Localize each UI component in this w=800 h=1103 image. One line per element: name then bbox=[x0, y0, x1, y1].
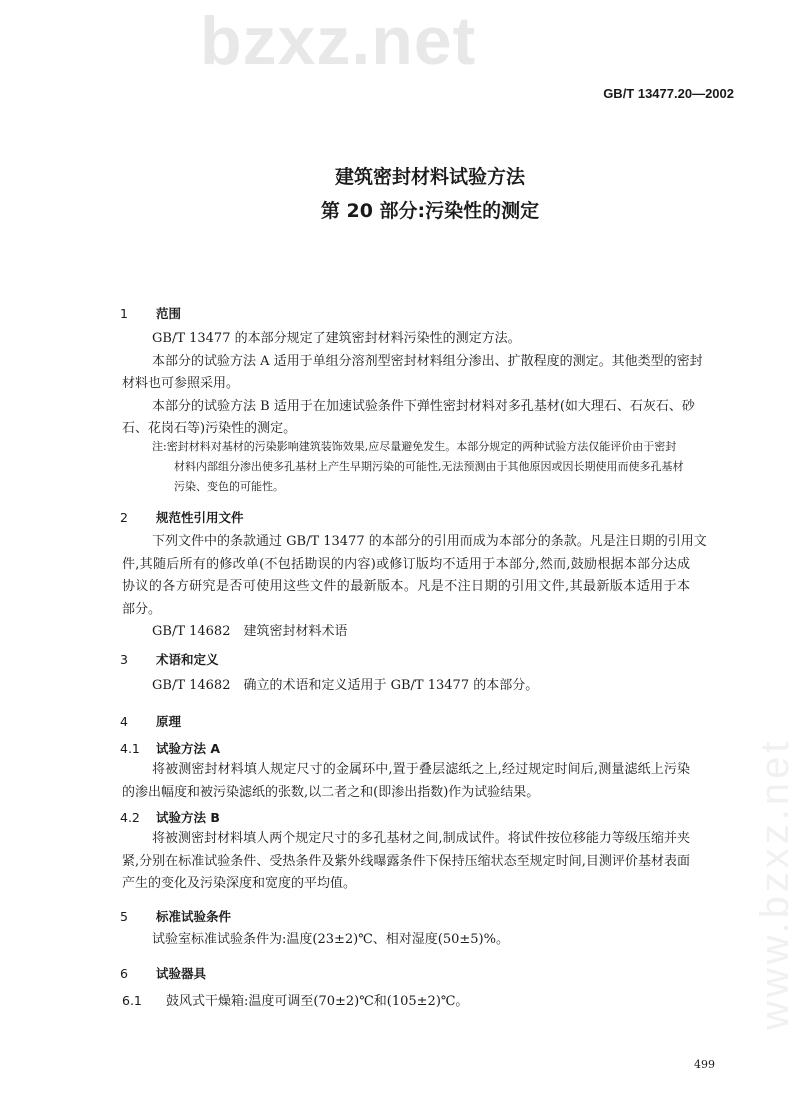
subsection-heading: 4.1 试验方法 A bbox=[120, 741, 221, 756]
paragraph: 下列文件中的条款通过 GB/T 13477 的本部分的引用而成为本部分的条款。凡是注日期的引用文 件,其随后所有的修改单(不包括勘误的内容)或修订版均不适用于本部分,然而,鼓励根据本部分达成 协议的各方研究是否可使用这些文件的最新版本。凡是不注日期的引用文件,其最新版本适用于本 部分。 GB/T 14682 建筑密封材料术语 bbox=[122, 534, 707, 639]
paragraph: GB/T 14682 确立的术语和定义适用于 GB/T 13477 的本部分。 bbox=[152, 678, 539, 693]
subsection-text: 6.1 鼓风式干燥箱:温度可调至(70±2)℃和(105±2)℃。 bbox=[122, 993, 469, 1009]
section-heading: 6 试验器具 bbox=[120, 966, 207, 981]
watermark: bzxz.net bbox=[200, 3, 477, 79]
title-line-2: 第 20 部分:污染性的测定 bbox=[320, 200, 540, 222]
paragraph: 将被测密封材料填人规定尺寸的金属环中,置于叠层滤纸之上,经过规定时间后,测量滤纸上污染 的渗出幅度和被污染滤纸的张数,以二者之和(即渗出指数)作为试验结果。 bbox=[122, 762, 690, 800]
note: 注:密封材料对基材的污染影响建筑装饰效果,应尽量避免发生。本部分规定的两种试验方法仅能评价由于密封 材料内部组分渗出使多孔基材上产生早期污染的可能性,无法预测由于其他原因或因长期使用而使多孔基材 污染、变色的可能性。 bbox=[152, 440, 684, 493]
section-heading: 5 标准试验条件 bbox=[120, 909, 232, 924]
subsection-heading: 4.2 试验方法 B bbox=[120, 810, 220, 825]
title-line-1: 建筑密封材料试验方法 bbox=[334, 166, 525, 188]
vertical-watermark: www.bzxz.net bbox=[753, 737, 797, 1030]
section-heading: 1 范围 bbox=[120, 306, 182, 321]
paragraph: GB/T 13477 的本部分规定了建筑密封材料污染性的测定方法。 本部分的试验方法 A 适用于单组分溶剂型密封材料组分渗出、扩散程度的测定。其他类型的密封 材料也可参照采用。 本部分的试验方法 B 适用于在加速试验条件下弹性密封材料对多孔基材(如大理石、石灰石、砂 石、花岗石等)污染性的测定。 bbox=[122, 331, 703, 436]
paragraph: 将被测密封材料填人两个规定尺寸的多孔基材之间,制成试件。将试件按位移能力等级压缩并夹 紧,分别在标准试验条件、受热条件及紫外线曝露条件下保持压缩状态至规定时间,目测评价基材表面 产生的变化及污染深度和宽度的平均值。 bbox=[122, 831, 690, 891]
section-heading: 3 术语和定义 bbox=[120, 652, 219, 667]
section-heading: 2 规范性引用文件 bbox=[120, 510, 244, 525]
standard-number: GB/T 13477.20—2002 bbox=[603, 86, 734, 101]
paragraph: 试验室标准试验条件为:温度(23±2)℃、相对湿度(50±5)%。 bbox=[152, 932, 509, 947]
page-number: 499 bbox=[694, 1058, 715, 1071]
section-heading: 4 原理 bbox=[120, 714, 182, 729]
